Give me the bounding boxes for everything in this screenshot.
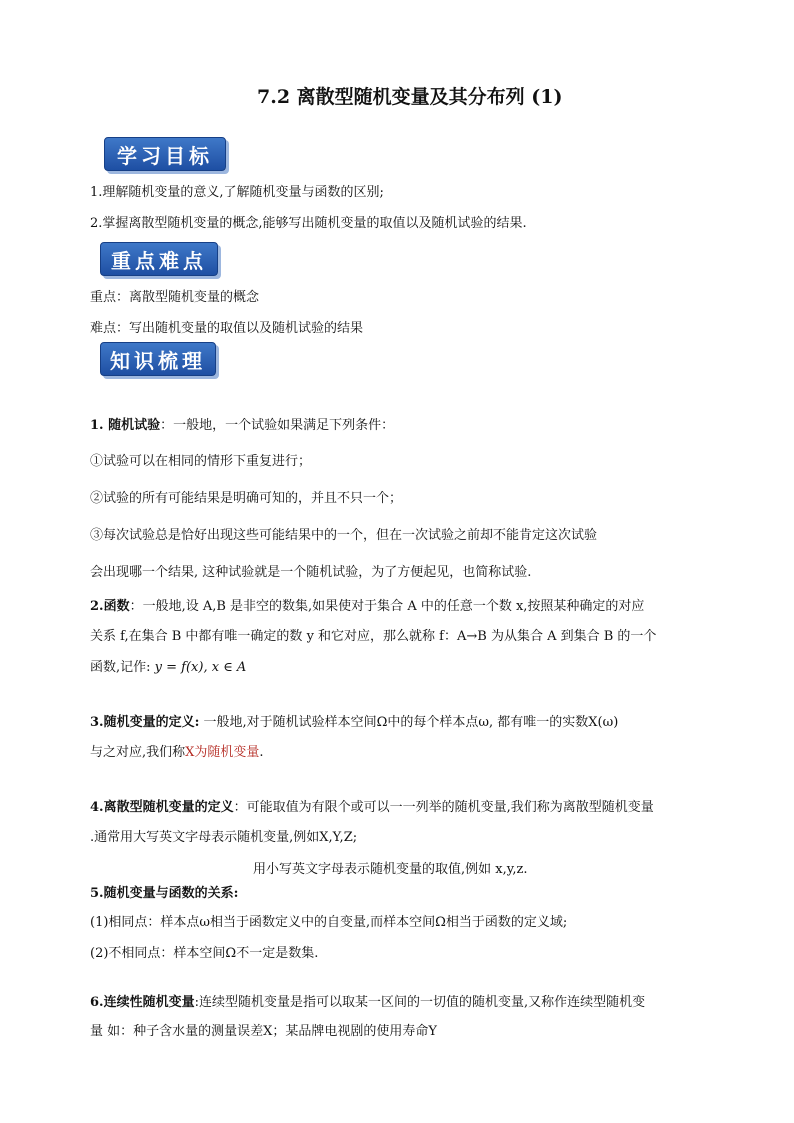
section-2-line-3 [90, 656, 246, 675]
keypoint-item-2: 难点：写出随机变量的取值以及随机试验的结果 [90, 321, 364, 336]
keypoint-item-1: 重点：离散型随机变量的概念 [90, 290, 260, 305]
page-title: 7.2 离散型随机变量及其分布列 (1) [257, 86, 563, 108]
section-4-label: 4.离散型随机变量的定义 [90, 800, 234, 815]
section-3-text-1: 一般地,对于随机试验样本空间Ω中的每个样本点ω, 都有唯一的实数X(ω) [199, 715, 619, 730]
section-1-text: ：一般地，一个试验如果满足下列条件： [160, 418, 395, 433]
goal-item-2: 2.掌握离散型随机变量的概念,能够写出随机变量的取值以及随机试验的结果. [90, 216, 527, 231]
section-3-text-2a: 与之对应,我们称 [90, 745, 186, 760]
function-formula: y = f(x), x ∈ A [154, 660, 247, 675]
section-4-line-3: 用小写英文字母表示随机变量的取值,例如 x,y,z. [253, 862, 528, 877]
section-3-label: 3.随机变量的定义: [90, 715, 200, 730]
section-2-text-3: 函数,记作: [90, 660, 155, 675]
section-2-label: 2.函数 [90, 599, 130, 614]
section-6-text-1: :连续型随机变量是指可以取某一区间的一切值的随机变量,又称作连续型随机变 [194, 995, 646, 1010]
section-4-text-1: ：可能取值为有限个或可以一一列举的随机变量,我们称为离散型随机变量 [233, 800, 654, 815]
section-3-line-2 [90, 741, 264, 760]
section-2-line-1 [90, 595, 644, 614]
section-6-label: 6.连续性随机变量 [90, 995, 195, 1010]
section-2-line-2: 关系 f,在集合 B 中都有唯一确定的数 y 和它对应，那么就称 f：A→B 为从集合 A 到集合 B 的一个 [90, 629, 657, 644]
random-variable-term: X为随机变量 [185, 745, 260, 760]
section-3-text-2b: . [259, 745, 264, 760]
section-3-line-1 [90, 711, 618, 730]
banner-knowledge: 知识梳理 [100, 342, 216, 376]
section-4-line-1 [90, 796, 654, 815]
section-6-line-1 [90, 991, 645, 1010]
section-4-line-2: .通常用大写英文字母表示随机变量,例如X,Y,Z; [90, 830, 358, 845]
section-1-label: 1. 随机试验 [90, 418, 161, 433]
section-1-header [90, 414, 394, 433]
condition-3: ③每次试验总是恰好出现这些可能结果中的一个，但在一次试验之前却不能肯定这次试验 [90, 528, 598, 543]
section-5-line-1: (1)相同点：样本点ω相当于函数定义中的自变量,而样本空间Ω相当于函数的定义域; [90, 915, 568, 930]
section-5-line-2: (2)不相同点：样本空间Ω不一定是数集. [90, 946, 319, 961]
section-2-text-1: ：一般地,设 A,B 是非空的数集,如果使对于集合 A 中的任意一个数 x,按照某种确定的对应 [129, 599, 645, 614]
banner-keypoints: 重点难点 [100, 242, 218, 276]
condition-3-continued: 会出现哪一个结果, 这种试验就是一个随机试验，为了方便起见，也简称试验. [90, 565, 532, 580]
section-6-line-2: 量 如：种子含水量的测量误差X；某品牌电视剧的使用寿命Y [90, 1024, 437, 1039]
condition-1: ①试验可以在相同的情形下重复进行； [90, 454, 312, 469]
section-5-label: 5.随机变量与函数的关系: [90, 886, 239, 901]
condition-2: ②试验的所有可能结果是明确可知的，并且不只一个； [90, 491, 403, 506]
goal-item-1: 1.理解随机变量的意义,了解随机变量与函数的区别; [90, 185, 384, 200]
banner-learning-goals: 学习目标 [104, 137, 226, 171]
